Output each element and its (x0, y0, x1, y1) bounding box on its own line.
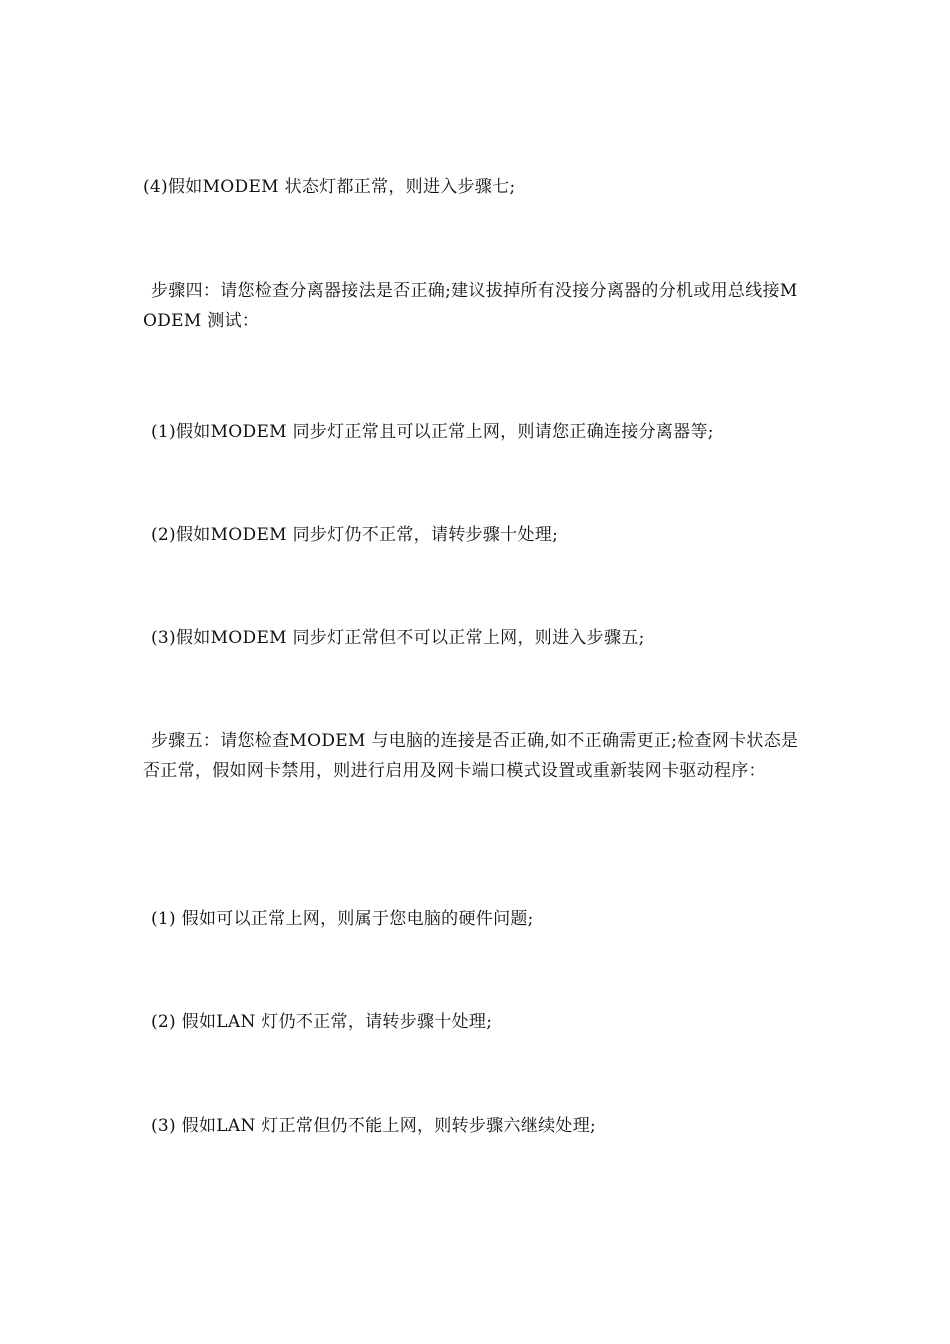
paragraph-step-four-item-3: (3)假如MODEM 同步灯正常但不可以正常上网，则进入步骤五; (151, 628, 645, 648)
paragraph-step-five: 步骤五：请您检查MODEM 与电脑的连接是否正确,如不正确需更正;检查网卡状态是否正常，假如网卡禁用，则进行启用及网卡端口模式设置或重新装网卡驱动程序： (143, 731, 799, 781)
paragraph-step-four-item-1: (1)假如MODEM 同步灯正常且可以正常上网，则请您正确连接分离器等; (151, 422, 714, 442)
paragraph-step-four: 步骤四：请您检查分离器接法是否正确;建议拔掉所有没接分离器的分机或用总线接MODEM 测试： (143, 281, 798, 331)
paragraph-step-five-item-3: (3) 假如LAN 灯正常但仍不能上网，则转步骤六继续处理; (151, 1116, 597, 1136)
paragraph-modem-status-normal: (4)假如MODEM 状态灯都正常，则进入步骤七; (143, 177, 516, 197)
paragraph-step-five-item-1: (1) 假如可以正常上网，则属于您电脑的硬件问题; (151, 909, 534, 929)
paragraph-step-five-item-2: (2) 假如LAN 灯仍不正常，请转步骤十处理; (151, 1012, 493, 1032)
paragraph-step-four-item-2: (2)假如MODEM 同步灯仍不正常，请转步骤十处理; (151, 525, 559, 545)
